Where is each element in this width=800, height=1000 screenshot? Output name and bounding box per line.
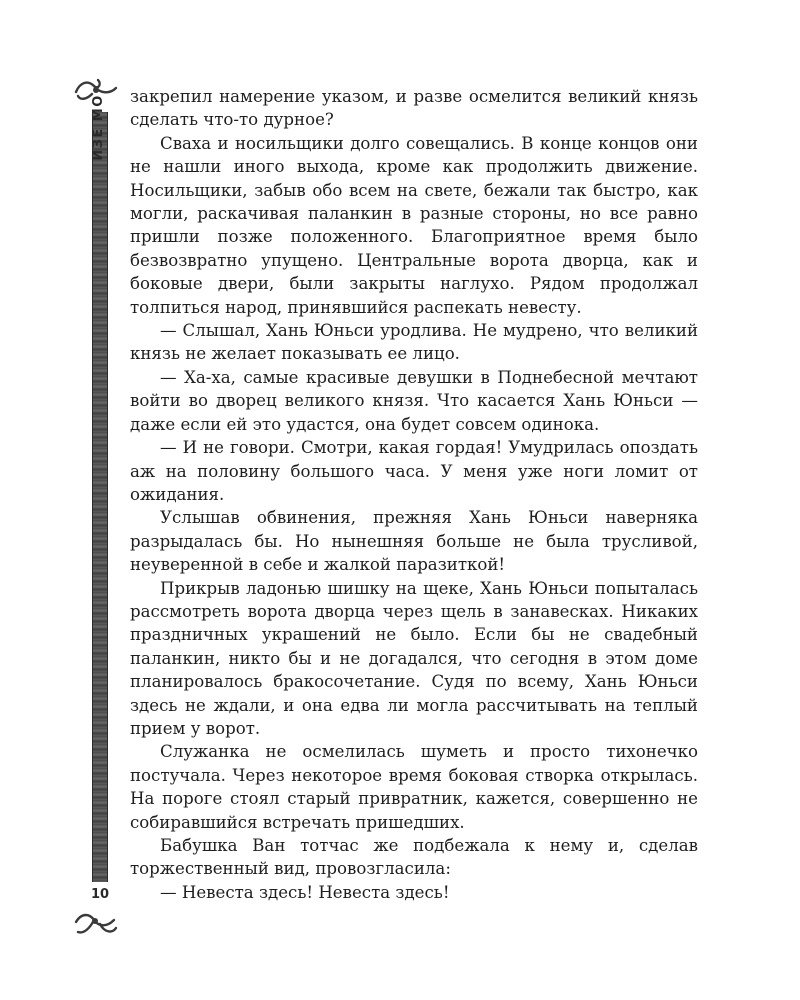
paragraph: Услышав обвинения, прежняя Хань Юньси наверняка разрыдалась бы. Но нынешняя больше не была трусливой, неуверенной в себе и жалкой паразиткой! xyxy=(130,508,698,575)
page-number: 10 xyxy=(91,887,110,902)
paragraph: — Невеста здесь! Невеста здесь! xyxy=(160,882,450,902)
paragraph: Прикрыв ладонью шишку на щеке, Хань Юньси попыталась рассмотреть ворота дворца через щель в занавесках. Никаких праздничных украшений не было. Если бы не свадебный паланкин, никто бы и не догадался, что сегодня в этом доме планировалось бракосочетание. Судя по всему, Хань Юньси здесь не ждали, и она едва ли могла рассчитывать на теплый прием у ворот. xyxy=(130,578,698,738)
running-head-author xyxy=(88,92,108,162)
paragraph: Бабушка Ван тотчас же подбежала к нему и, сделав торжественный вид, провозгласила: xyxy=(130,836,698,879)
paragraph: — Ха-ха, самые красивые девушки в Поднебесной мечтают войти во дворец великого князя. Что касается Хань Юньси — даже если ей это удастся, она будет совсем одинока. xyxy=(130,367,698,434)
paragraph: Служанка не осмелилась шуметь и просто тихонечко постучала. Через некоторое время боковая створка открылась. На пороге стоял старый привратник, кажется, совершенно не собиравшийся встречать пришедших. xyxy=(130,742,698,832)
author-name: ИЗЕ МО xyxy=(90,93,106,161)
bottom-ornament-icon xyxy=(72,906,120,942)
paragraph: закрепил намерение указом, и разве осмелится великий князь сделать что-то дурное? xyxy=(130,87,698,130)
margin-decorative-bar xyxy=(92,112,108,882)
paragraph: — И не говори. Смотри, какая гордая! Умудрилась опоздать аж на половину большого часа. У меня уже ноги ломит от ожидания. xyxy=(130,438,698,504)
paragraph: Сваха и носильщики долго совещались. В конце концов они не нашли иного выхода, кроме как продолжить движение. Носильщики, забыв обо всем на свете, бежали так быстро, как могли, раскачивая паланкин в разные стороны, но все равно пришли позже положенного. Благоприятное время было безвозвратно упущено. Центральные ворота дворца, как и боковые двери, были закрыты наглухо. Рядом продолжал толпиться народ, принявшийся распекать невесту. xyxy=(130,133,698,317)
body-text xyxy=(130,85,698,904)
paragraph: — Слышал, Хань Юньси уродлива. Не мудрено, что великий князь не желает показывать ее лицо. xyxy=(130,321,698,364)
